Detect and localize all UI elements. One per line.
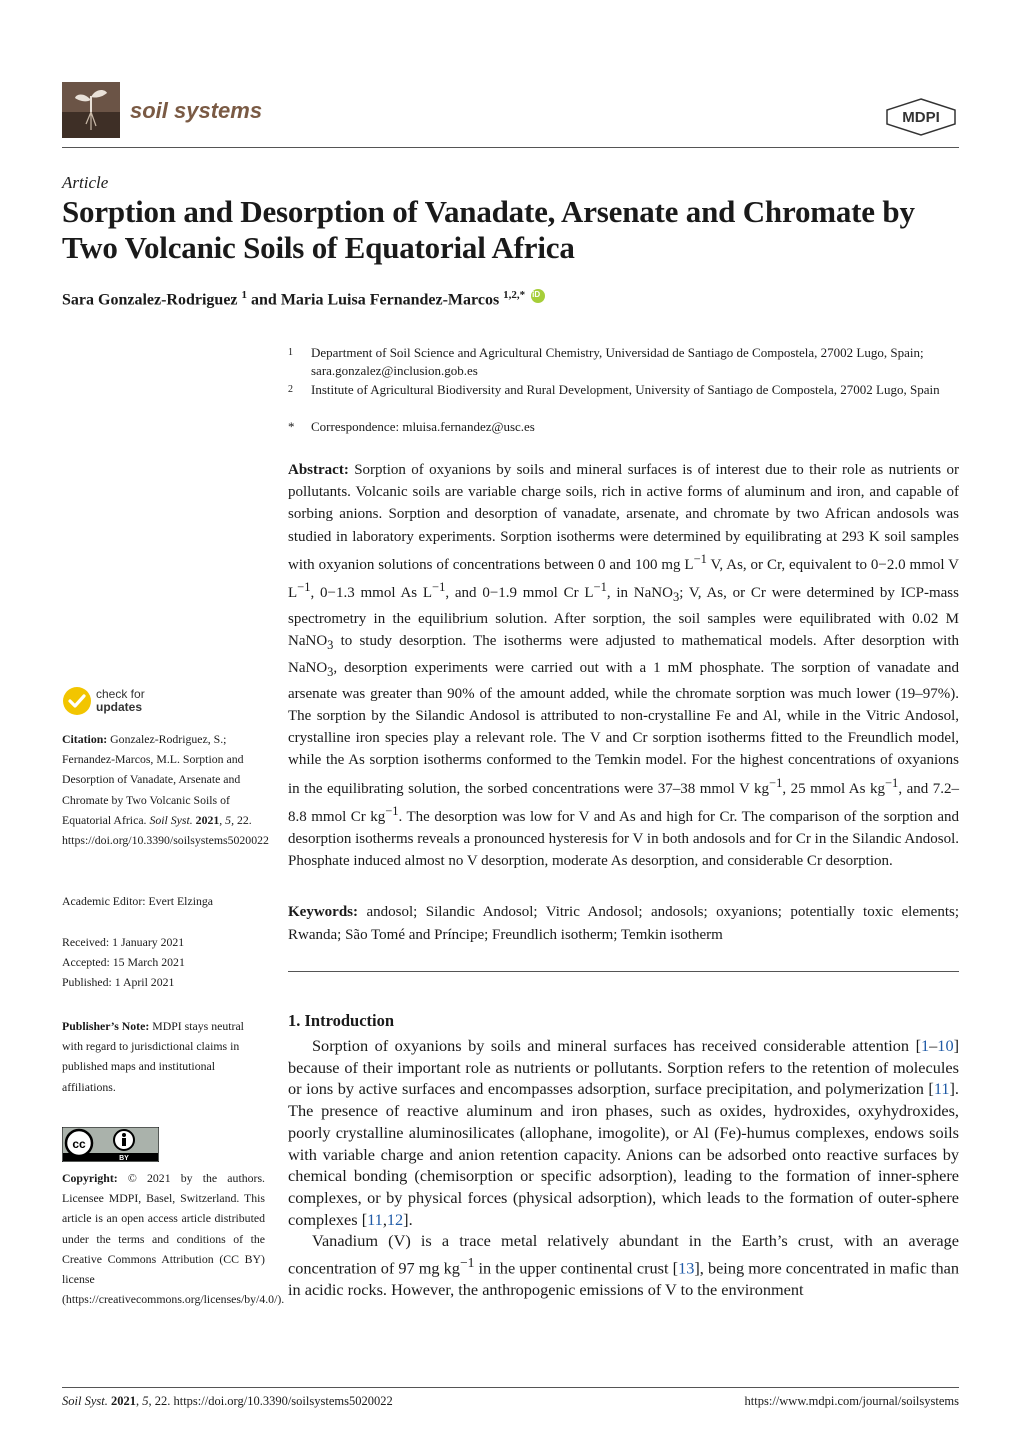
citation-year: 2021 xyxy=(192,812,220,827)
publisher-note xyxy=(62,1016,265,1097)
publisher-note-text: MDPI stays neutral with regard to jurisdictional claims in published maps and institutional affiliations. xyxy=(62,1019,244,1094)
affiliation-text: Institute of Agricultural Biodiversity and Rural Development, University of Santiago de Compostela, 27002 Lugo, Spain xyxy=(311,382,940,397)
published-date: Published: 1 April 2021 xyxy=(62,975,175,989)
citation-text: Gonzalez-Rodriguez, S.; Fernandez-Marcos, M.L. Sorption and Desorption of Vanadate, Arsenate and Chromate by Two Volcanic Soils of Equatorial Africa. xyxy=(62,732,244,827)
footer-divider xyxy=(62,1387,959,1388)
paragraph-text: , xyxy=(382,1209,387,1229)
affiliation xyxy=(288,344,960,380)
reference-link[interactable]: 10 xyxy=(937,1036,954,1055)
superscript: −1 xyxy=(693,551,707,566)
superscript: −1 xyxy=(593,580,607,595)
orcid-icon[interactable] xyxy=(531,289,545,303)
publisher-note-label: Publisher’s Note: xyxy=(62,1019,150,1033)
mdpi-logo-text: MDPI xyxy=(902,109,940,126)
keywords-text: andosol; Silandic Andosol; Vitric Andosol; andosols; oxyanions; potentially toxic elements; Rwanda; São Tomé and Príncipe; Freundlich isotherm; Temkin isotherm xyxy=(288,904,960,943)
paragraph-text: Sorption of oxyanions by soils and mineral surfaces has received considerable attention [ xyxy=(312,1036,922,1055)
check-line: updates xyxy=(96,700,143,714)
footer-year: 2021 xyxy=(110,1394,136,1408)
citation-text[interactable]: 22. https://doi.org/10.3390/soilsystems5020022 xyxy=(62,812,269,848)
author-list xyxy=(62,289,545,309)
correspondence xyxy=(288,418,960,436)
footer-volume: 5 xyxy=(142,1394,149,1408)
abstract-label: Abstract: xyxy=(288,462,349,478)
superscript: −1 xyxy=(459,1255,475,1271)
check-line: check for xyxy=(96,687,145,701)
introduction-body xyxy=(288,1035,959,1301)
citation-volume: , 5, xyxy=(219,812,235,827)
affiliation-text: Department of Soil Science and Agricultural Chemistry, Universidad de Santiago de Compostela, 27002 Lugo, Spain; sara.gonzalez@inclusion.gob.es xyxy=(311,345,924,378)
footer-journal: Soil Syst. xyxy=(62,1394,108,1408)
author-name[interactable]: Maria Luisa Fernandez-Marcos xyxy=(280,291,500,309)
abstract-text: , in NaNO xyxy=(606,585,673,602)
svg-text:cc: cc xyxy=(72,1137,86,1151)
affiliation-mark: 1 xyxy=(288,347,293,358)
affiliation xyxy=(288,381,960,417)
reference-link[interactable]: 12 xyxy=(386,1209,404,1229)
accepted-date: Accepted: 15 March 2021 xyxy=(62,955,185,969)
section-heading: 1. Introduction xyxy=(288,1011,395,1030)
cc-by-license-icon[interactable] xyxy=(62,1127,159,1162)
mdpi-logo-icon xyxy=(885,98,957,136)
subscript: 3 xyxy=(672,590,680,605)
subscript: 3 xyxy=(327,638,334,653)
correspondence-text[interactable]: Correspondence: mluisa.fernandez@usc.es xyxy=(311,419,535,434)
journal-name: soil systems xyxy=(130,98,263,123)
author-affiliation-mark: 1 xyxy=(241,289,248,301)
received-date: Received: 1 January 2021 xyxy=(62,935,185,949)
superscript: −1 xyxy=(385,803,399,818)
superscript: −1 xyxy=(432,580,446,595)
footer-citation: Soil Syst. 2021, 5, 22. https://doi.org/10.3390/soilsystems5020022 xyxy=(62,1394,393,1408)
reference-link[interactable]: 13 xyxy=(678,1258,695,1278)
paragraph xyxy=(288,1035,959,1230)
footer-doi[interactable]: , 22. https://doi.org/10.3390/soilsystems5020022 xyxy=(148,1394,393,1408)
abstract-text: Sorption of oxyanions by soils and mineral surfaces is of interest due to their role as nutrients or pollutants. Volcanic soils are variable charge soils, rich in active forms of aluminum and iron, and capable of sorbing anions. Sorption and desorption of vanadate, arsenate, and chromate by two African andosols was studied in laboratory experiments. Sorption isotherms were determined by equilibrating at 293 K soil samples with oxyanion solutions of concentrations between 0 and 100 mg L xyxy=(288,462,960,573)
academic-editor: Academic Editor: Evert Elzinga xyxy=(62,894,214,908)
abstract-text: , 0−1.3 mmol As L xyxy=(310,585,433,602)
abstract-text: to study desorption. The isotherms were adjusted to mathematical models. After desorption with NaNO xyxy=(288,633,959,676)
footer-journal-url[interactable]: https://www.mdpi.com/journal/soilsystems xyxy=(744,1394,959,1408)
paragraph-text: ]. xyxy=(403,1209,413,1229)
article-title: Sorption and Desorption of Vanadate, Arsenate and Chromate by Two Volcanic Soils of Equatorial Africa xyxy=(62,194,915,265)
journal-logo-icon xyxy=(62,82,120,138)
reference-link[interactable]: 11 xyxy=(367,1209,383,1229)
citation-journal: Soil Syst. xyxy=(149,812,193,827)
cc-by-label: BY xyxy=(119,1155,129,1162)
paragraph-text: in the upper continental crust [ xyxy=(474,1258,679,1278)
reference-link[interactable]: 11 xyxy=(933,1079,950,1099)
affiliation-mark: 2 xyxy=(288,384,293,395)
paragraph-text: ] because of their important role as nutrients or pollutants. Sorption refers to the retention of molecules or ions by active surfaces and encompasses adsorption, surface precipitation, and polymerization [ xyxy=(288,1036,959,1099)
check-for-updates-icon[interactable] xyxy=(62,686,92,716)
paragraph-text: Vanadium (V) is a trace metal relatively abundant in the Earth’s crust, with an average concentration of 97 mg kg xyxy=(288,1231,959,1278)
copyright-text: © 2021 by the authors. Licensee MDPI, Basel, Switzerland. This article is an open access article distributed under the terms and conditions of the Creative Commons Attribution (CC BY) license (https://creativecommons.org/licenses/by/4.0/). xyxy=(62,1171,285,1307)
abstract xyxy=(288,459,959,872)
keywords-label: Keywords: xyxy=(288,904,358,920)
paragraph xyxy=(288,1230,959,1301)
abstract-text: ; V, As, or Cr were determined by ICP-mass spectrometry in the equilibrium solution. After sorption, the soil samples were equilibrated with 0.02 M NaNO xyxy=(288,585,959,650)
author-name[interactable]: Sara Gonzalez-Rodriguez xyxy=(62,291,238,309)
paragraph-text: – xyxy=(929,1036,938,1055)
check-for-updates-label[interactable] xyxy=(96,688,145,714)
superscript: −1 xyxy=(769,775,783,790)
keywords xyxy=(288,901,959,946)
abstract-text: , desorption experiments were carried out with a 1 mM phosphate. The sorption of vanadate and arsenate was greater than 90% of the amount added, while the chromate sorption was much lower (19–97%). The sorption by the Silandic Andosol is attributed to non-crystalline Fe and Al, while in the Vitric Andosol, crystalline iron species play a relevant role. The V and Cr sorption isotherms fitted to the Freundlich model, while the As sorption isotherms conformed to the Temkin model. For the highest concentrations of oxyanions in the equilibrating solution, the sorbed concentrations were 37–38 mmol V kg xyxy=(288,659,959,797)
article-type: Article xyxy=(62,173,109,192)
superscript: −1 xyxy=(297,580,311,595)
author-conjunction: and xyxy=(251,291,277,309)
copyright-block xyxy=(62,1168,285,1309)
section-divider xyxy=(288,971,959,972)
copyright-label: Copyright: xyxy=(62,1171,118,1185)
paragraph-text: ], being more concentrated in mafic than in acidic rocks. However, the anthropogenic emissions of V to the environment xyxy=(288,1258,960,1300)
affiliation-mark: * xyxy=(288,419,295,434)
author-affiliation-mark: 1,2,* xyxy=(503,289,526,301)
header-divider xyxy=(62,147,959,148)
abstract-text: . The desorption was low for V and As and high for Cr. The comparison of the sorption and desorption isotherms reveals a pronounced hysteresis for V in both andosols and for Cr in the Silandic Andosol. Phosphate induced almost no V desorption, moderate As desorption, and considerable Cr desorption. xyxy=(288,808,959,870)
paragraph-text: ]. The presence of reactive aluminum and iron phases, such as oxides, hydroxides, oxyhydroxides, poorly crystalline aluminosilicates (allophane, imogolite), or Al (Fe)-humus complexes, endows soils with variable charge and anion retention capacity. Anions can be adsorbed onto reactive surfaces by chemical bonding (chemisorption or specific adsorption), leading to the formation of inner-sphere complexes, or by physical forces (physical adsorption), which leads to the formation of outer-sphere complexes [ xyxy=(288,1079,959,1229)
citation-block xyxy=(62,729,269,850)
abstract-text: , and 0−1.9 mmol Cr L xyxy=(445,585,594,602)
citation-label: Citation: xyxy=(62,732,108,746)
abstract-text: , and 7.2–8.8 mmol Cr kg xyxy=(288,780,959,825)
reference-link[interactable]: 1 xyxy=(921,1036,930,1055)
abstract-text: V, As, or Cr, equivalent to 0−2.0 mmol V L xyxy=(288,556,960,602)
abstract-text: , 25 mmol As kg xyxy=(782,780,885,797)
subscript: 3 xyxy=(327,664,334,679)
superscript: −1 xyxy=(885,775,899,790)
